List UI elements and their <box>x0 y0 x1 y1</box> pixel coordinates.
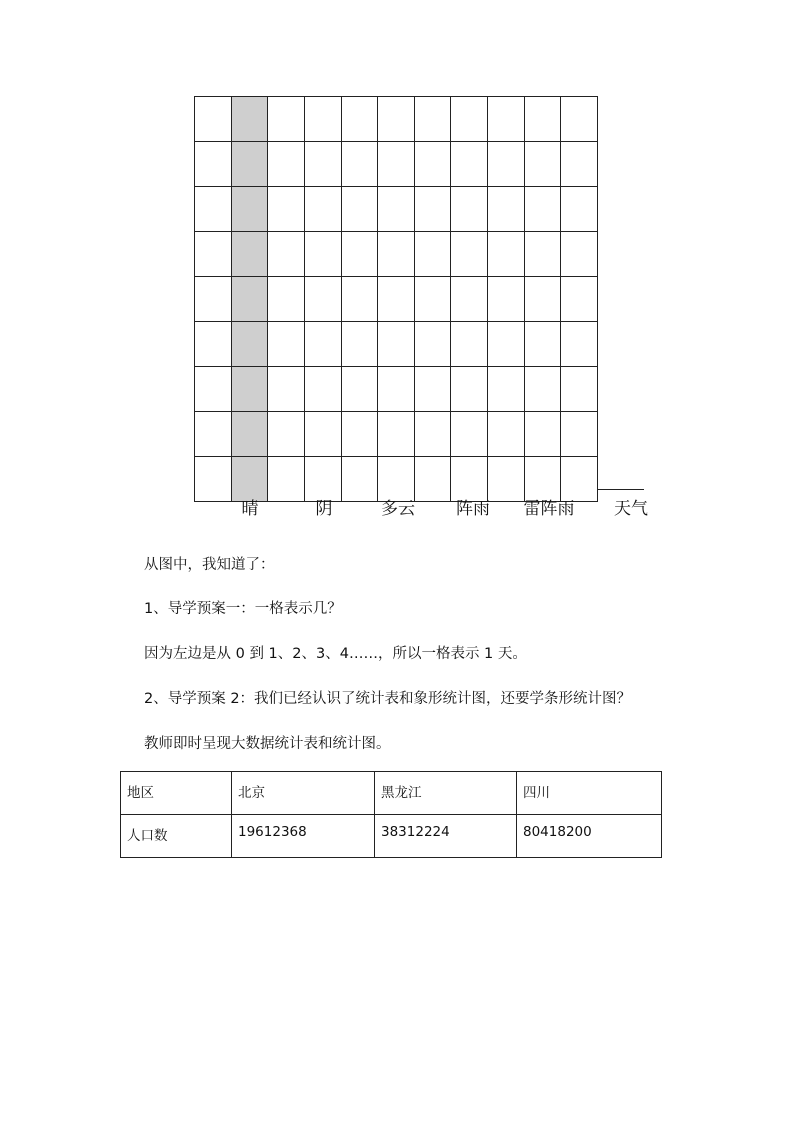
grid-cell <box>195 277 232 322</box>
grid-cell <box>524 97 561 142</box>
grid-cell <box>341 142 378 187</box>
grid-cell <box>488 322 525 367</box>
grid-cell <box>414 232 451 277</box>
grid-cell <box>341 322 378 367</box>
table-cell: 人口数 <box>121 815 232 858</box>
grid-cell <box>378 142 415 187</box>
grid-cell <box>268 277 305 322</box>
paragraph-question-1: 1、导学预案一：一格表示几？ <box>144 601 342 617</box>
x-axis-extension-line <box>598 489 644 490</box>
grid-cell <box>414 277 451 322</box>
x-axis-label: 天气 <box>614 499 648 519</box>
grid-cell <box>524 457 561 502</box>
grid-cell <box>561 142 598 187</box>
grid-cell <box>488 232 525 277</box>
grid-cell <box>488 277 525 322</box>
grid-cell <box>451 232 488 277</box>
grid-cell <box>378 457 415 502</box>
grid-cell <box>524 142 561 187</box>
table-cell: 地区 <box>121 772 232 815</box>
grid-cell <box>304 232 341 277</box>
grid-cell <box>451 367 488 412</box>
grid-row <box>195 97 598 142</box>
grid-cell <box>414 97 451 142</box>
grid-cell <box>341 277 378 322</box>
paragraph-question-2: 2、导学预案 2：我们已经认识了统计表和象形统计图，还要学条形统计图？ <box>144 691 632 707</box>
grid-cell <box>524 412 561 457</box>
grid-cell <box>304 457 341 502</box>
grid-cell <box>488 142 525 187</box>
grid-cell <box>414 187 451 232</box>
grid-cell <box>304 97 341 142</box>
grid-cell <box>561 277 598 322</box>
grid-cell <box>304 142 341 187</box>
bar-segment <box>231 322 268 367</box>
table-cell: 四川 <box>517 772 662 815</box>
grid-cell <box>451 97 488 142</box>
bar-segment <box>231 457 268 502</box>
grid-cell <box>451 412 488 457</box>
grid-cell <box>451 322 488 367</box>
grid-cell <box>341 187 378 232</box>
grid-cell <box>451 187 488 232</box>
grid-cell <box>414 367 451 412</box>
bar-segment <box>231 367 268 412</box>
grid-cell <box>524 367 561 412</box>
grid-cell <box>561 322 598 367</box>
grid-cell <box>268 187 305 232</box>
grid-row <box>195 457 598 502</box>
grid-cell <box>195 367 232 412</box>
bar-segment <box>231 277 268 322</box>
grid-row <box>195 367 598 412</box>
paragraph-answer-1: 因为左边是从 0 到 1、2、3、4……，所以一格表示 1 天。 <box>144 646 527 662</box>
grid-cell <box>561 412 598 457</box>
grid-cell <box>378 97 415 142</box>
grid-cell <box>561 457 598 502</box>
grid-cell <box>378 187 415 232</box>
table-header-row <box>121 772 662 815</box>
grid-row <box>195 277 598 322</box>
bar-segment <box>231 412 268 457</box>
grid-cell <box>561 97 598 142</box>
grid-cell <box>378 232 415 277</box>
grid-cell <box>268 322 305 367</box>
category-label-sunny: 晴 <box>241 499 259 519</box>
bar-segment <box>231 142 268 187</box>
grid-cell <box>561 232 598 277</box>
table-cell: 80418200 <box>517 815 662 858</box>
table-cell: 19612368 <box>232 815 375 858</box>
category-label-cloudy: 阴 <box>315 499 333 519</box>
grid-cell <box>524 322 561 367</box>
grid-cell <box>268 97 305 142</box>
grid-cell <box>488 412 525 457</box>
grid-cell <box>488 187 525 232</box>
paragraph-intro: 从图中，我知道了： <box>144 557 275 573</box>
grid-cell <box>341 412 378 457</box>
category-label-shower: 阵雨 <box>456 499 490 519</box>
grid-cell <box>304 367 341 412</box>
grid-cell <box>341 367 378 412</box>
grid-cell <box>304 412 341 457</box>
grid-row <box>195 142 598 187</box>
table-cell: 黑龙江 <box>375 772 517 815</box>
grid-row <box>195 187 598 232</box>
bar-segment <box>231 187 268 232</box>
bar-segment <box>231 97 268 142</box>
grid-cell <box>451 142 488 187</box>
grid-cell <box>378 277 415 322</box>
grid-cell <box>195 187 232 232</box>
grid-cell <box>195 97 232 142</box>
grid-cell <box>488 367 525 412</box>
category-label-thunder-shower: 雷阵雨 <box>523 499 575 519</box>
grid-cell <box>414 322 451 367</box>
grid-row <box>195 232 598 277</box>
bar-chart-grid <box>194 96 598 502</box>
grid-cell <box>195 142 232 187</box>
grid-cell <box>561 187 598 232</box>
grid-cell <box>524 232 561 277</box>
table-row <box>121 815 662 858</box>
grid-cell <box>304 277 341 322</box>
grid-cell <box>304 322 341 367</box>
grid-cell <box>414 457 451 502</box>
grid-cell <box>195 457 232 502</box>
grid-cell <box>268 412 305 457</box>
grid-cell <box>341 232 378 277</box>
grid-cell <box>268 457 305 502</box>
grid-cell <box>561 367 598 412</box>
table-cell: 北京 <box>232 772 375 815</box>
grid-cell <box>488 457 525 502</box>
grid-cell <box>195 322 232 367</box>
category-label-partly-cloudy: 多云 <box>381 499 415 519</box>
grid-cell <box>304 187 341 232</box>
population-table <box>120 771 662 858</box>
grid-cell <box>414 412 451 457</box>
grid-row <box>195 412 598 457</box>
grid-cell <box>378 367 415 412</box>
grid-cell <box>268 232 305 277</box>
grid-cell <box>268 367 305 412</box>
grid-row <box>195 322 598 367</box>
grid-cell <box>378 322 415 367</box>
grid-cell <box>378 412 415 457</box>
table-cell: 38312224 <box>375 815 517 858</box>
grid-cell <box>451 277 488 322</box>
paragraph-teacher-note: 教师即时呈现大数据统计表和统计图。 <box>144 736 391 752</box>
grid-cell <box>268 142 305 187</box>
grid-cell <box>451 457 488 502</box>
grid-cell <box>524 187 561 232</box>
grid-cell <box>341 97 378 142</box>
grid-cell <box>341 457 378 502</box>
grid-cell <box>195 412 232 457</box>
grid-cell <box>414 142 451 187</box>
grid-cell <box>195 232 232 277</box>
bar-segment <box>231 232 268 277</box>
grid-cell <box>524 277 561 322</box>
grid-cell <box>488 97 525 142</box>
